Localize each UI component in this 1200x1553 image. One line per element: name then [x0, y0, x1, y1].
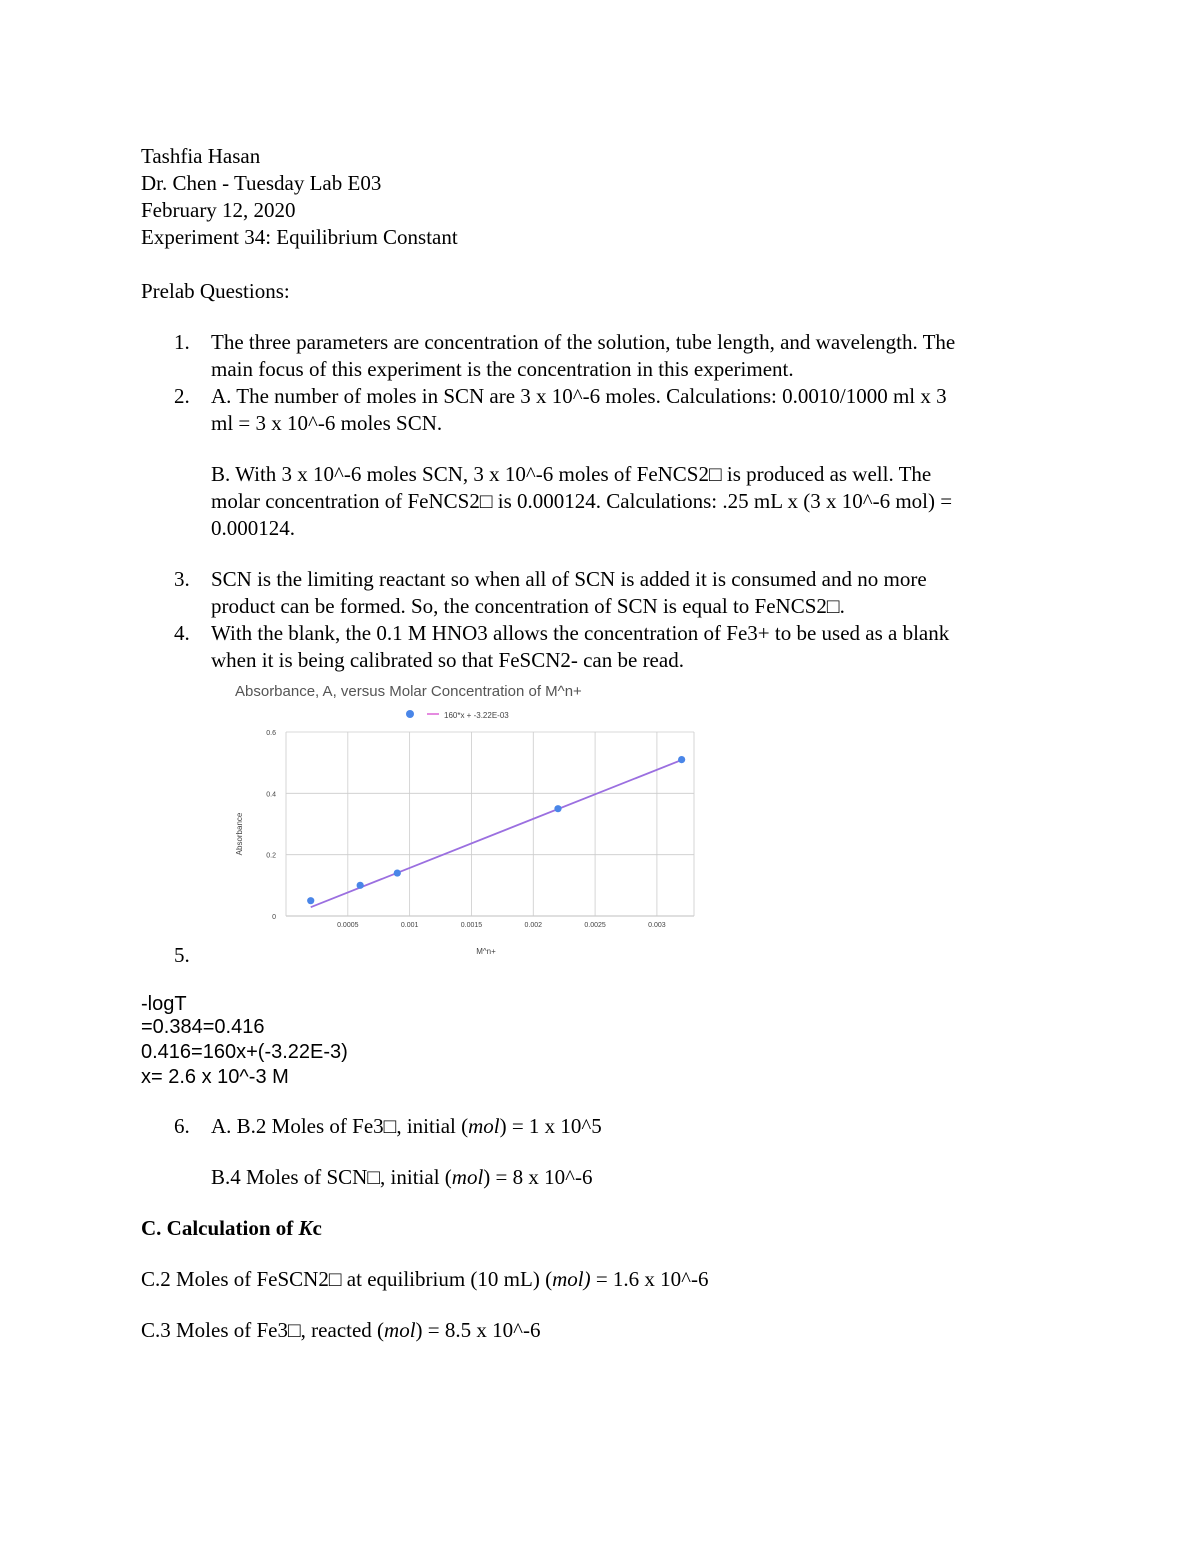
- data-point: [678, 756, 685, 763]
- x-tick-label: 0.0015: [460, 922, 483, 929]
- q6-line-a: A. B.2 Moles of Fe3□, initial (mol) = 1 x 10^5: [211, 1114, 602, 1138]
- calc-line-4: x= 2.6 x 10^-3 M: [141, 1066, 289, 1088]
- q2b-line-1: B. With 3 x 10^-6 moles SCN, 3 x 10^-6 moles of FeNCS2□ is produced as well. The: [211, 462, 932, 486]
- q2b-line-2: molar concentration of FeNCS2□ is 0.000124. Calculations: .25 mL x (3 x 10^-6 mol) =: [211, 489, 953, 513]
- y-tick-label: 0.2: [266, 852, 276, 860]
- date-line: February 12, 2020: [141, 198, 296, 222]
- x-tick-label: 0.0025: [584, 922, 606, 929]
- x-tick-label: 0.001: [400, 922, 419, 929]
- x-axis-label: M^n+: [476, 947, 496, 956]
- x-tick-label: 0.0005: [337, 922, 359, 929]
- chart-grid: [286, 732, 694, 916]
- calc-line-2: =0.384=0.416: [141, 1016, 265, 1038]
- q4-line-2: when it is being calibrated so that FeSCN2- can be read.: [211, 648, 684, 672]
- calc-line-1: -logT: [141, 993, 187, 1015]
- data-point: [307, 897, 314, 904]
- q6-line-b: B.4 Moles of SCN□, initial (mol) = 8 x 10^-6: [211, 1165, 593, 1189]
- trendline-group: [311, 760, 682, 907]
- section-c-heading: C. Calculation of Kc: [141, 1216, 322, 1240]
- item-number-5: 5.: [174, 943, 190, 967]
- item-number-6: 6.: [174, 1114, 190, 1138]
- item-number-1: 1.: [174, 330, 190, 354]
- trendline: [311, 760, 682, 907]
- data-point: [394, 869, 401, 876]
- x-tick-label: 0.003: [648, 922, 666, 929]
- q2-line-2: ml = 3 x 10^-6 moles SCN.: [211, 411, 443, 435]
- q2-line-1: A. The number of moles in SCN are 3 x 10^-6 moles. Calculations: 0.0010/1000 ml x 3: [211, 384, 947, 408]
- y-tick-label: 0.6: [266, 730, 276, 737]
- q3-line-2: product can be formed. So, the concentration of SCN is equal to FeNCS2□.: [211, 594, 845, 618]
- item-number-2: 2.: [174, 384, 190, 408]
- chart-ticks: [266, 730, 666, 929]
- y-tick-label: 0: [272, 914, 276, 921]
- x-tick-label: 0.002: [524, 922, 543, 929]
- legend-label: 160*x + -3.22E-03: [444, 711, 509, 720]
- data-point: [554, 805, 561, 812]
- legend-point-marker: [406, 710, 414, 718]
- chart-title: Absorbance, A, versus Molar Concentration of M^n+: [235, 683, 582, 700]
- instructor-line: Dr. Chen - Tuesday Lab E03: [141, 171, 382, 195]
- data-points: [307, 756, 685, 904]
- author-name: Tashfia Hasan: [141, 144, 261, 168]
- calc-line-3: 0.416=160x+(-3.22E-3): [141, 1041, 348, 1063]
- c2-line: C.2 Moles of FeSCN2□ at equilibrium (10 mL) (mol) = 1.6 x 10^-6: [141, 1267, 709, 1291]
- item-number-4: 4.: [174, 621, 190, 645]
- q1-line-2: main focus of this experiment is the concentration in this experiment.: [211, 357, 794, 381]
- experiment-title: Experiment 34: Equilibrium Constant: [141, 225, 458, 249]
- q3-line-1: SCN is the limiting reactant so when all of SCN is added it is consumed and no more: [211, 567, 927, 591]
- item-number-3: 3.: [174, 567, 190, 591]
- c3-line: C.3 Moles of Fe3□, reacted (mol) = 8.5 x 10^-6: [141, 1318, 541, 1342]
- data-point: [357, 882, 364, 889]
- q2b-line-3: 0.000124.: [211, 516, 295, 540]
- y-axis-label: Absorbance: [235, 812, 244, 856]
- absorbance-chart: [222, 676, 722, 961]
- q1-line-1: The three parameters are concentration of the solution, tube length, and wavelength. The: [211, 330, 956, 354]
- y-tick-label: 0.4: [266, 791, 276, 799]
- prelab-heading: Prelab Questions:: [141, 279, 290, 303]
- q4-line-1: With the blank, the 0.1 M HNO3 allows the concentration of Fe3+ to be used as a blank: [211, 621, 950, 645]
